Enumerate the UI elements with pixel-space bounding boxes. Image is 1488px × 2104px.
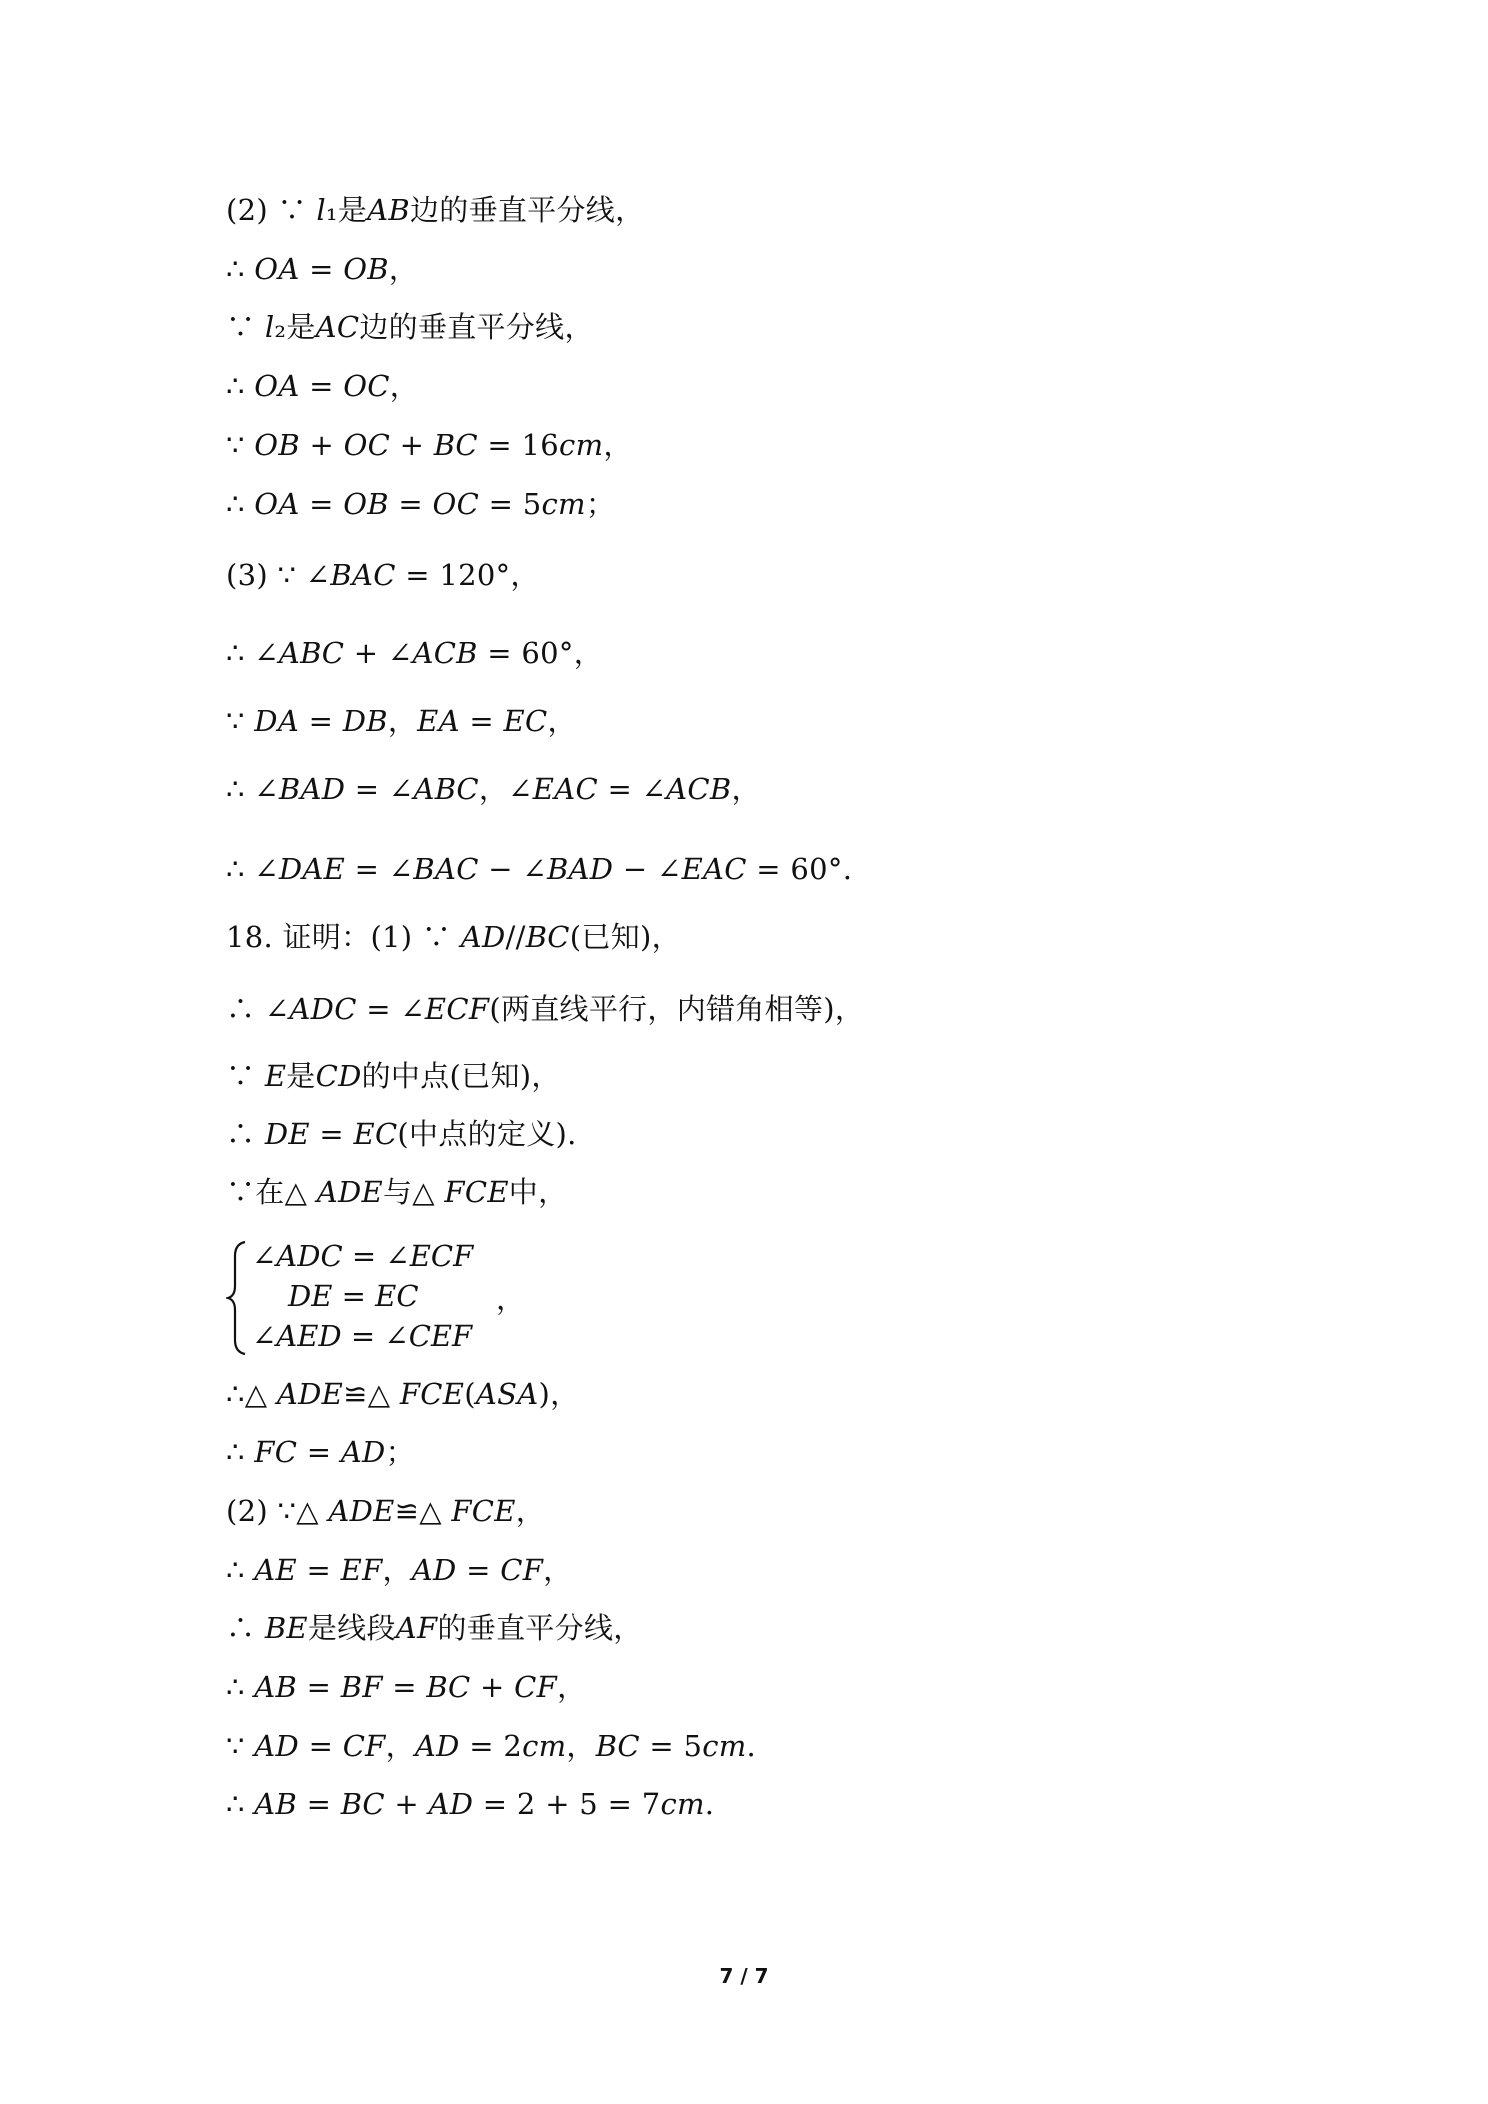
proof-line-21: ∴ 𝐵𝐸是线段𝐴𝐹的垂直平分线， <box>226 1611 643 1645</box>
left-brace-icon <box>226 1240 248 1356</box>
proof-line-13: ∴ ∠𝐴𝐷𝐶 = ∠𝐸𝐶𝐹(两直线平行，内错角相等)， <box>226 992 865 1026</box>
system-row-3: ∠𝐴𝐸𝐷 = ∠𝐶𝐸𝐹 <box>252 1319 473 1353</box>
proof-line-3: ∵ 𝑙₂是𝐴𝐶边的垂直平分线， <box>226 310 594 344</box>
proof-line-20: ∴ 𝐴𝐸 = 𝐸𝐹，𝐴𝐷 = 𝐶𝐹， <box>226 1553 573 1587</box>
proof-line-22: ∴ 𝐴𝐵 = 𝐵𝐹 = 𝐵𝐶 + 𝐶𝐹， <box>226 1670 587 1704</box>
page-number: 7 / 7 <box>719 1964 769 1988</box>
system-row-1: ∠𝐴𝐷𝐶 = ∠𝐸𝐶𝐹 <box>252 1239 474 1273</box>
proof-line-23: ∵ 𝐴𝐷 = 𝐶𝐹，𝐴𝐷 = 2𝑐𝑚，𝐵𝐶 = 5𝑐𝑚. <box>226 1729 757 1763</box>
proof-line-5: ∵ 𝑂𝐵 + 𝑂𝐶 + 𝐵𝐶 = 16𝑐𝑚， <box>226 428 633 462</box>
proof-line-9: ∵ 𝐷𝐴 = 𝐷𝐵，𝐸𝐴 = 𝐸𝐶， <box>226 704 577 738</box>
proof-line-1: (2) ∵ 𝑙₁是𝐴𝐵边的垂直平分线， <box>226 193 645 227</box>
proof-line-2: ∴ 𝑂𝐴 = 𝑂𝐵， <box>226 252 419 286</box>
proof-line-8: ∴ ∠𝐴𝐵𝐶 + ∠𝐴𝐶𝐵 = 60°， <box>226 636 604 670</box>
proof-line-14: ∵ 𝐸是𝐶𝐷的中点(已知)， <box>226 1059 561 1093</box>
proof-line-4: ∴ 𝑂𝐴 = 𝑂𝐶， <box>226 369 420 403</box>
proof-line-11: ∴ ∠𝐷𝐴𝐸 = ∠𝐵𝐴𝐶 − ∠𝐵𝐴𝐷 − ∠𝐸𝐴𝐶 = 60°. <box>226 852 853 886</box>
system-trailing-comma: ， <box>496 1282 526 1316</box>
proof-line-24: ∴ 𝐴𝐵 = 𝐵𝐶 + 𝐴𝐷 = 2 + 5 = 7𝑐𝑚. <box>226 1787 715 1821</box>
proof-line-19: (2) ∵△ 𝐴𝐷𝐸≌△ 𝐹𝐶𝐸， <box>226 1494 546 1528</box>
proof-line-15: ∴ 𝐷𝐸 = 𝐸𝐶(中点的定义). <box>226 1117 577 1151</box>
proof-line-7: (3) ∵ ∠𝐵𝐴𝐶 = 120°， <box>226 558 540 592</box>
proof-line-10: ∴ ∠𝐵𝐴𝐷 = ∠𝐴𝐵𝐶，∠𝐸𝐴𝐶 = ∠𝐴𝐶𝐵， <box>226 772 761 806</box>
proof-line-16: ∵在△ 𝐴𝐷𝐸与△ 𝐹𝐶𝐸中， <box>226 1175 568 1209</box>
proof-line-17: ∴△ 𝐴𝐷𝐸≌△ 𝐹𝐶𝐸(𝐴𝑆𝐴)， <box>226 1377 580 1411</box>
proof-line-18: ∴ 𝐹𝐶 = 𝐴𝐷； <box>226 1435 415 1469</box>
proof-line-12: 18. 证明：(1) ∵ 𝐴𝐷//𝐵𝐶(已知)， <box>226 920 681 954</box>
system-row-2: 𝐷𝐸 = 𝐸𝐶 <box>288 1279 419 1313</box>
proof-line-6: ∴ 𝑂𝐴 = 𝑂𝐵 = 𝑂𝐶 = 5𝑐𝑚； <box>226 487 616 521</box>
equation-system <box>226 1234 546 1364</box>
